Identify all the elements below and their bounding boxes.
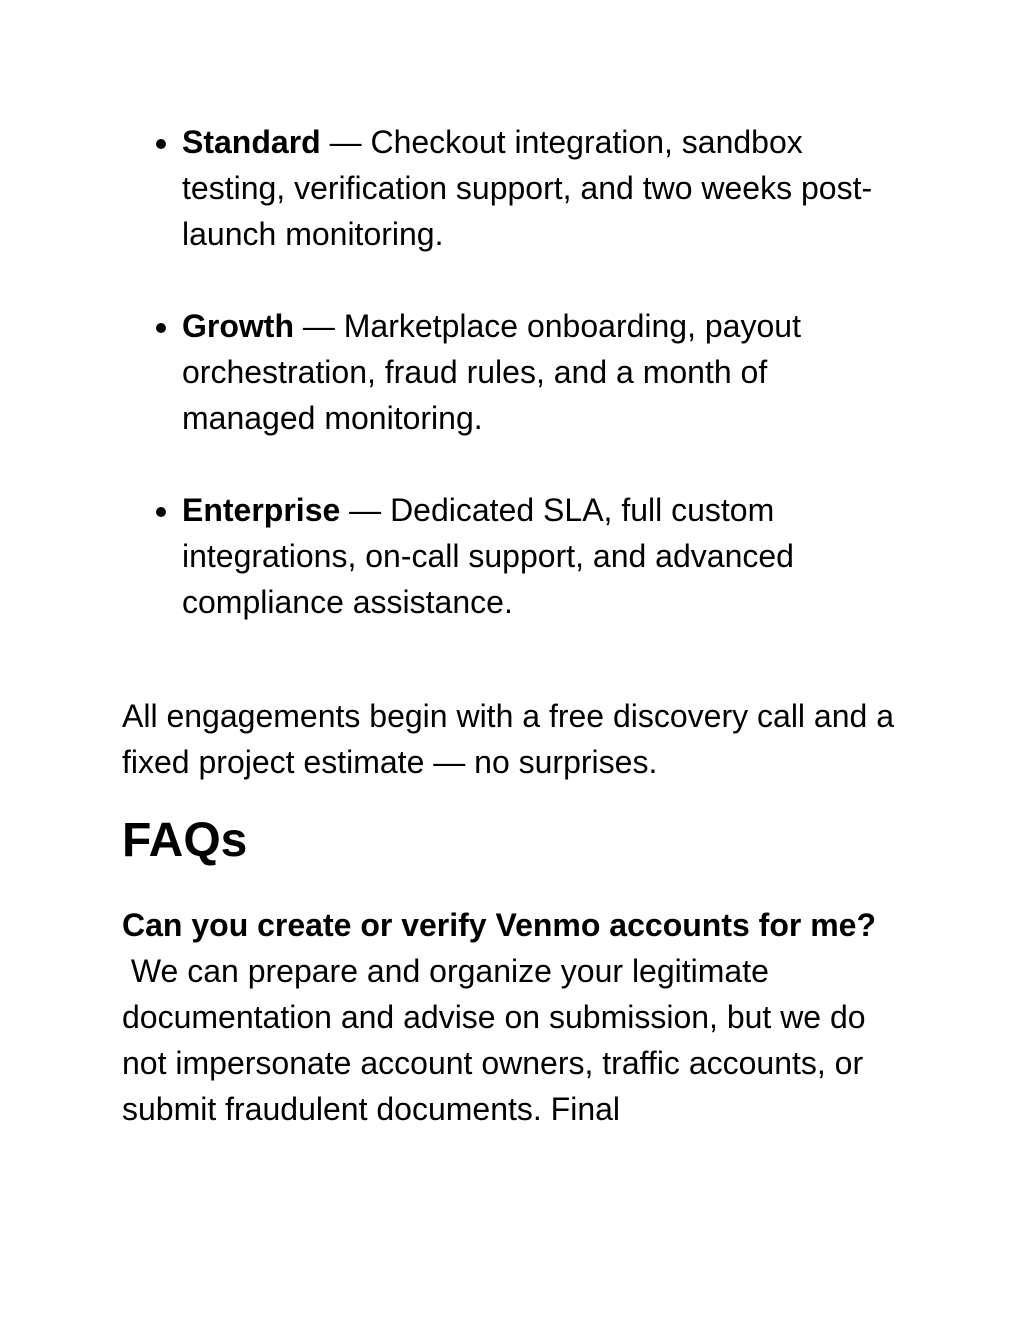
plan-description: — Marketplace onboarding, payout orchestration, fraud rules, and a month of managed monitoring.	[182, 308, 801, 436]
list-item	[182, 119, 902, 257]
plan-name: Enterprise	[182, 492, 341, 528]
faq-heading: FAQs	[122, 814, 248, 867]
plan-list	[122, 119, 902, 625]
plan-description: — Checkout integration, sandbox testing, verification support, and two weeks post-launch monitoring.	[182, 124, 873, 252]
faq-question: Can you create or verify Venmo accounts for me?	[122, 907, 877, 943]
summary-paragraph: All engagements begin with a free discovery call and a fixed project estimate — no surprises.	[122, 698, 894, 780]
plan-name: Standard	[182, 124, 321, 160]
list-item	[182, 487, 902, 625]
list-item	[182, 303, 902, 441]
plan-description: — Dedicated SLA, full custom integrations, on-call support, and advanced compliance assistance.	[182, 492, 794, 620]
faq-answer: We can prepare and organize your legitimate documentation and advise on submission, but we do not impersonate account owners, traffic accounts, or submit fraudulent documents. Final	[122, 953, 875, 1127]
plan-name: Growth	[182, 308, 294, 344]
faq-item	[122, 902, 902, 1132]
